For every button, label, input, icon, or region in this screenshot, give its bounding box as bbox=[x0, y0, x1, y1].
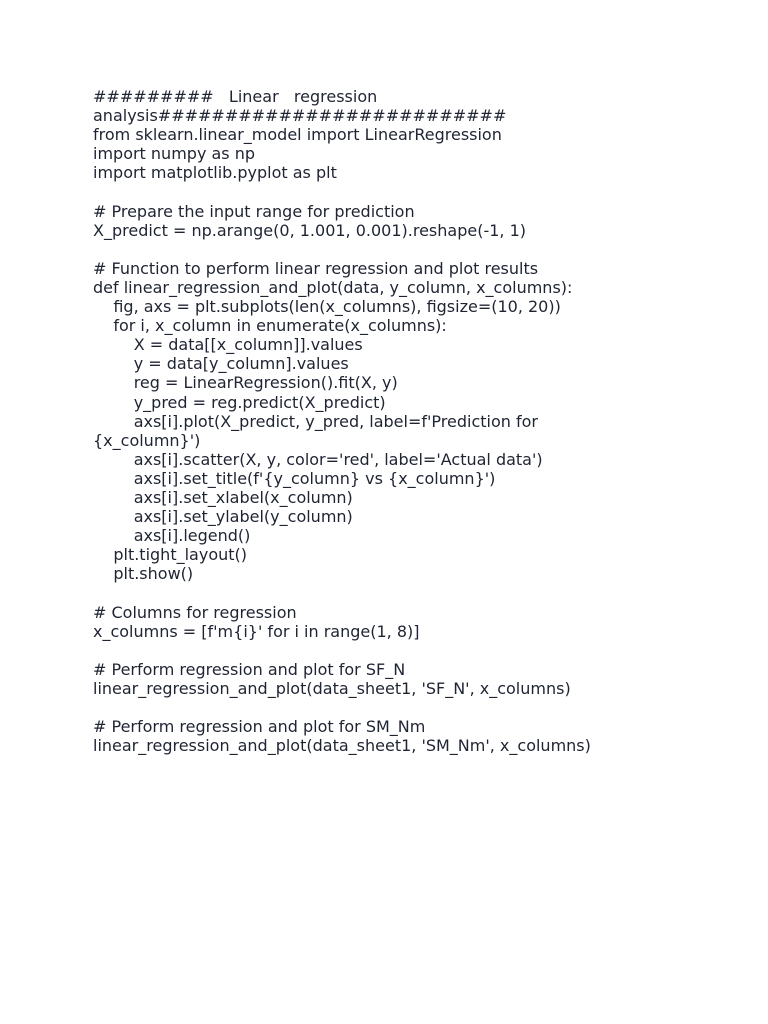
code-line: axs[i].set_xlabel(x_column) bbox=[93, 487, 353, 507]
code-line: for i, x_column in enumerate(x_columns): bbox=[93, 316, 447, 336]
blank-line bbox=[93, 240, 693, 259]
code-line: axs[i].legend() bbox=[93, 526, 251, 546]
code-text-block bbox=[93, 87, 693, 755]
code-line: {x_column}') bbox=[93, 430, 201, 450]
code-line: x_columns = [f'm{i}' for i in range(1, 8)] bbox=[93, 621, 420, 641]
code-line: ######### Linear regression bbox=[93, 87, 378, 106]
code-line: def linear_regression_and_plot(data, y_column, x_columns): bbox=[93, 277, 573, 297]
code-line: y = data[y_column].values bbox=[93, 354, 349, 374]
blank-line bbox=[93, 182, 693, 201]
code-comment-line: # Function to perform linear regression and plot results bbox=[93, 258, 539, 278]
code-comment-line: # Prepare the input range for prediction bbox=[93, 201, 415, 221]
code-line: analysis########################## bbox=[93, 106, 507, 126]
code-line: y_pred = reg.predict(X_predict) bbox=[93, 392, 386, 412]
blank-line bbox=[93, 583, 693, 602]
code-line: axs[i].plot(X_predict, y_pred, label=f'Prediction for bbox=[93, 411, 538, 431]
code-line: plt.tight_layout() bbox=[93, 545, 247, 565]
code-comment-line: # Columns for regression bbox=[93, 602, 297, 622]
code-line: axs[i].set_title(f'{y_column} vs {x_column}') bbox=[93, 468, 496, 488]
code-line: from sklearn.linear_model import LinearRegression bbox=[93, 125, 502, 145]
code-comment-line: # Perform regression and plot for SF_N bbox=[93, 659, 406, 679]
code-line: linear_regression_and_plot(data_sheet1, 'SF_N', x_columns) bbox=[93, 678, 571, 698]
code-line: plt.show() bbox=[93, 564, 194, 584]
code-line: import numpy as np bbox=[93, 144, 256, 164]
code-line: X = data[[x_column]].values bbox=[93, 335, 363, 355]
code-line: reg = LinearRegression().fit(X, y) bbox=[93, 373, 398, 393]
code-line: axs[i].scatter(X, y, color='red', label='Actual data') bbox=[93, 449, 543, 469]
code-comment-line: # Perform regression and plot for SM_Nm bbox=[93, 717, 426, 737]
code-line: fig, axs = plt.subplots(len(x_columns), figsize=(10, 20)) bbox=[93, 297, 561, 317]
code-line: linear_regression_and_plot(data_sheet1, 'SM_Nm', x_columns) bbox=[93, 736, 591, 756]
blank-line bbox=[93, 641, 693, 660]
code-line: axs[i].set_ylabel(y_column) bbox=[93, 507, 353, 527]
blank-line bbox=[93, 698, 693, 717]
code-line: import matplotlib.pyplot as plt bbox=[93, 163, 337, 183]
code-line: X_predict = np.arange(0, 1.001, 0.001).reshape(-1, 1) bbox=[93, 220, 526, 240]
